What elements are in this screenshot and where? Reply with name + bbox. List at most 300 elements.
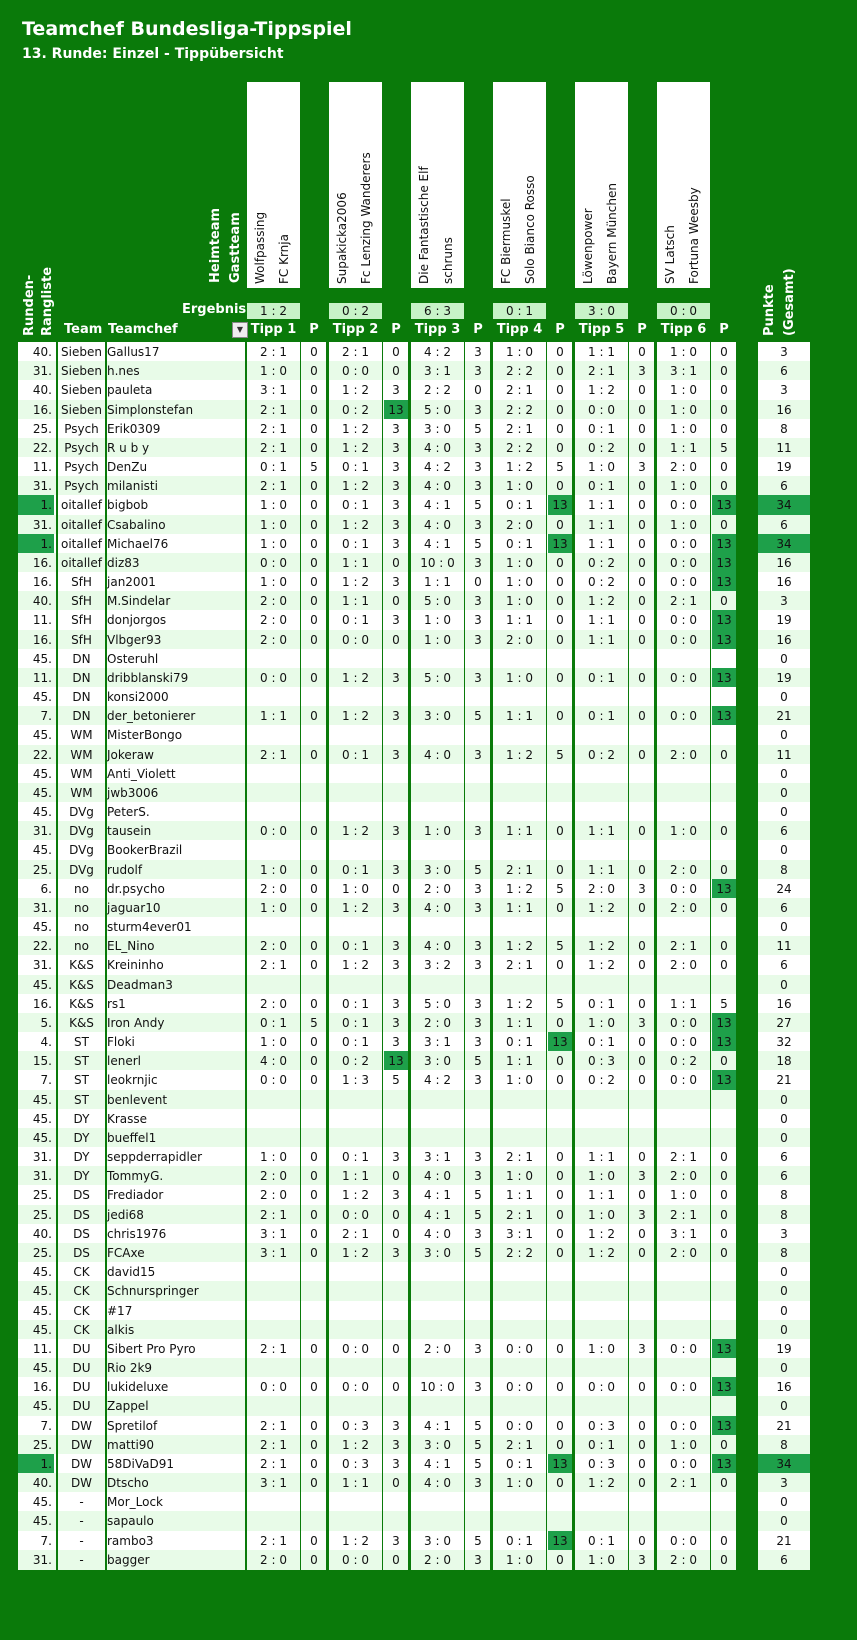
team-cell: DN: [72, 652, 91, 666]
p-cell: 3: [638, 1016, 646, 1030]
tipp-cell: 3 : 1: [424, 1150, 451, 1164]
table-row: [0, 1166, 857, 1186]
tipp-cell: [329, 802, 382, 822]
tipp-cell: 0 : 3: [342, 1419, 369, 1433]
tipp-cell: 0 : 2: [588, 441, 615, 455]
p-cell: 0: [556, 824, 564, 838]
tipp-cell: [247, 1396, 300, 1416]
tipp-cell: 0 : 0: [506, 1419, 533, 1433]
tipp-cell: 1 : 0: [670, 403, 697, 417]
p-cell: 13: [716, 498, 732, 512]
tipp-cell: 0 : 0: [342, 1208, 369, 1222]
tipp-cell: [329, 783, 382, 803]
team-cell: DS: [73, 1227, 90, 1241]
p-cell: 0: [638, 1419, 646, 1433]
tipp-cell: 2 : 0: [670, 1169, 697, 1183]
tipp-cell: 0 : 1: [506, 498, 533, 512]
rank-cell: 31.: [32, 901, 52, 915]
team-cell: Sieben: [61, 364, 102, 378]
p-cell: [466, 1109, 490, 1129]
team-cell: K&S: [69, 978, 94, 992]
p-cell: 0: [310, 997, 318, 1011]
tipp-cell: 1 : 0: [506, 671, 533, 685]
total-points-cell: 0: [780, 1284, 788, 1298]
team-cell: DS: [73, 1188, 90, 1202]
match-away-team: schruns: [441, 237, 455, 284]
p-cell: [548, 649, 572, 669]
total-points-cell: 11: [776, 939, 792, 953]
total-points-cell: 6: [780, 1150, 788, 1164]
rank-cell: 45.: [32, 1495, 52, 1509]
teamchef-cell: Iron Andy: [107, 1016, 165, 1030]
total-points-cell: 0: [780, 978, 788, 992]
p-cell: [548, 783, 572, 803]
tipp-cell: 2 : 0: [260, 1553, 287, 1567]
p-cell: 0: [310, 422, 318, 436]
p-cell: 0: [310, 671, 318, 685]
tipp-cell: 1 : 2: [506, 882, 533, 896]
p-cell: [384, 1320, 408, 1340]
p-cell: 13: [552, 1035, 568, 1049]
p-cell: [302, 725, 326, 745]
teamchef-cell: Sibert Pro Pyro: [107, 1342, 196, 1356]
tipp-cell: 1 : 1: [260, 709, 287, 723]
p-cell: 3: [474, 1553, 482, 1567]
p-cell: 3: [474, 613, 482, 627]
p-cell: [630, 1396, 654, 1416]
p-cell: [466, 1358, 490, 1378]
filter-dropdown-button[interactable]: ▼: [232, 322, 248, 338]
p-cell: [384, 840, 408, 860]
total-points-cell: 6: [780, 364, 788, 378]
tipp-cell: 1 : 2: [342, 575, 369, 589]
table-row: [0, 1090, 857, 1110]
teamchef-cell: konsi2000: [107, 690, 169, 704]
table-row: [0, 1013, 857, 1033]
p-cell: 13: [552, 1534, 568, 1548]
p-cell: 3: [392, 575, 400, 589]
tipp-cell: 1 : 2: [588, 594, 615, 608]
tipp-cell: 1 : 0: [506, 345, 533, 359]
team-cell: SfH: [71, 594, 92, 608]
tipp-cell: 3 : 2: [424, 958, 451, 972]
rank-cell: 31.: [32, 1169, 52, 1183]
p-cell: 0: [638, 709, 646, 723]
p-cell: 0: [638, 1457, 646, 1471]
p-cell: 0: [556, 1419, 564, 1433]
tipp-cell: 4 : 1: [424, 498, 451, 512]
tipp-cell: [329, 1128, 382, 1148]
tipp-cell: 0 : 0: [670, 709, 697, 723]
rank-cell: 40.: [32, 594, 52, 608]
total-points-cell: 11: [776, 748, 792, 762]
rank-cell: 7.: [40, 709, 52, 723]
teamchef-cell: 58DiVaD91: [107, 1457, 174, 1471]
p-cell: 0: [638, 633, 646, 647]
teamchef-cell: DenZu: [107, 460, 148, 474]
p-cell: 0: [638, 556, 646, 570]
total-points-cell: 3: [780, 594, 788, 608]
p-cell: 0: [638, 1150, 646, 1164]
teamchef-cell: Spretilof: [107, 1419, 158, 1433]
p-cell: 0: [556, 901, 564, 915]
p-cell: [630, 1511, 654, 1531]
p-cell: 0: [556, 1054, 564, 1068]
tipp-cell: 0 : 1: [342, 1150, 369, 1164]
rank-cell: 11.: [32, 460, 52, 474]
p-cell: 13: [716, 1380, 732, 1394]
tipp-cell: 1 : 2: [588, 958, 615, 972]
tipp-cell: [493, 1301, 546, 1321]
p-cell: [466, 764, 490, 784]
match-away-team: Fortuna Weesby: [687, 187, 701, 284]
p-cell: 0: [720, 901, 728, 915]
rank-cell: 45.: [32, 728, 52, 742]
total-points-cell: 6: [780, 518, 788, 532]
p-cell: 0: [720, 1227, 728, 1241]
tipp-cell: 1 : 2: [342, 383, 369, 397]
p-cell: 0: [720, 383, 728, 397]
tipp-cell: [329, 1511, 382, 1531]
p-cell: [712, 1301, 736, 1321]
p-cell: 0: [556, 479, 564, 493]
p-cell: 0: [310, 518, 318, 532]
rank-cell: 45.: [32, 786, 52, 800]
tipp-cell: [411, 1281, 464, 1301]
tipp-cell: 1 : 0: [506, 1073, 533, 1087]
tipp-cell: 1 : 0: [670, 345, 697, 359]
tipp-cell: [411, 1511, 464, 1531]
table-row: [0, 994, 857, 1014]
tipp-cell: 1 : 1: [342, 556, 369, 570]
p-cell: 3: [638, 1208, 646, 1222]
tipp-cell: [657, 1301, 710, 1321]
tipp-cell: 0 : 1: [342, 498, 369, 512]
p-cell: 0: [556, 422, 564, 436]
tipp-cell: 1 : 2: [588, 383, 615, 397]
total-points-cell: 0: [780, 767, 788, 781]
p-cell: 0: [720, 364, 728, 378]
p-cell: 0: [392, 1169, 400, 1183]
tipp-cell: [657, 1396, 710, 1416]
tipp-cell: 0 : 0: [506, 1380, 533, 1394]
match-away-team: Bayern München: [605, 183, 619, 284]
tipp-cell: 0 : 3: [588, 1457, 615, 1471]
p-cell: 3: [392, 997, 400, 1011]
table-row: [0, 515, 857, 535]
tipp-cell: 3 : 1: [260, 1246, 287, 1260]
p-cell: 0: [310, 1419, 318, 1433]
p-cell: 0: [638, 1073, 646, 1087]
total-points-cell: 0: [780, 1361, 788, 1375]
tipp-cell: 1 : 2: [342, 824, 369, 838]
p-cell: 0: [638, 1438, 646, 1452]
p-cell: [630, 725, 654, 745]
total-points-cell: 21: [776, 1073, 792, 1087]
tipp-cell: [411, 725, 464, 745]
p-cell: 0: [310, 1438, 318, 1452]
p-cell: 0: [310, 1188, 318, 1202]
p-cell: 0: [392, 1380, 400, 1394]
tipp-cell: [247, 649, 300, 669]
p-cell: 0: [556, 518, 564, 532]
p-cell: 3: [474, 1476, 482, 1490]
tipp-cell: [247, 1090, 300, 1110]
p-cell: 5: [474, 537, 482, 551]
tipp-cell: 0 : 1: [342, 460, 369, 474]
p-cell: [384, 917, 408, 937]
table-row: [0, 860, 857, 880]
rank-cell: 5.: [40, 1016, 52, 1030]
rank-cell: 25.: [32, 1246, 52, 1260]
tipp-cell: [247, 840, 300, 860]
p-cell: [548, 764, 572, 784]
tipp-cell: 2 : 1: [260, 479, 287, 493]
p-cell: 0: [310, 556, 318, 570]
tipp-cell: 1 : 0: [506, 1476, 533, 1490]
rank-cell: 45.: [32, 690, 52, 704]
p-cell: [466, 1511, 490, 1531]
tipp-cell: 2 : 0: [424, 882, 451, 896]
p-cell: [548, 1511, 572, 1531]
p-cell: [548, 1262, 572, 1282]
tipp-cell: [329, 725, 382, 745]
p-cell: 3: [474, 1169, 482, 1183]
total-points-cell: 6: [780, 1553, 788, 1567]
p-cell: [712, 1281, 736, 1301]
tipp-cell: 1 : 0: [260, 498, 287, 512]
tipp-cell: 0 : 0: [670, 1457, 697, 1471]
tipp-cell: 2 : 1: [260, 345, 287, 359]
tipp-cell: [329, 1320, 382, 1340]
p-cell: 0: [556, 958, 564, 972]
tipp-cell: [575, 1396, 628, 1416]
p-cell: 0: [720, 958, 728, 972]
tipp-cell: 2 : 2: [506, 364, 533, 378]
tipp-cell: 0 : 0: [670, 575, 697, 589]
tipp-cell: [411, 802, 464, 822]
tipp-cell: [575, 840, 628, 860]
teamchef-cell: Vlbger93: [107, 633, 162, 647]
p-cell: [466, 840, 490, 860]
p-cell: 13: [716, 671, 732, 685]
tipp-cell: [411, 975, 464, 995]
p-cell: 0: [556, 1380, 564, 1394]
teamchef-cell: matti90: [107, 1438, 155, 1452]
team-cell: DVg: [69, 843, 94, 857]
total-points-cell: 19: [776, 613, 792, 627]
tipp-cell: [329, 1109, 382, 1129]
team-cell: ST: [74, 1035, 89, 1049]
tipp-cell: [493, 1262, 546, 1282]
team-cell: oitallef: [60, 556, 102, 570]
teamchef-cell: david15: [107, 1265, 156, 1279]
p-cell: 3: [638, 882, 646, 896]
rank-cell: 45.: [32, 1131, 52, 1145]
p-cell: 3: [638, 1553, 646, 1567]
p-cell: 0: [310, 345, 318, 359]
teamchef-cell: Erik0309: [107, 422, 161, 436]
tipp-cell: 1 : 1: [506, 1016, 533, 1030]
tipp-cell: [493, 1396, 546, 1416]
table-row: [0, 1051, 857, 1071]
teamchef-cell: lenerl: [107, 1054, 141, 1068]
p-cell: [548, 1090, 572, 1110]
tipp-cell: 0 : 2: [670, 1054, 697, 1068]
p-cell: 5: [556, 939, 564, 953]
p-cell: 0: [310, 1476, 318, 1490]
table-row: [0, 917, 857, 937]
tipp-cell: 1 : 1: [670, 441, 697, 455]
tipp-cell: 3 : 1: [506, 1227, 533, 1241]
p-cell: 13: [716, 1016, 732, 1030]
p-cell: 0: [638, 1054, 646, 1068]
team-cell: no: [74, 882, 89, 896]
table-row: [0, 764, 857, 784]
teamchef-cell: sturm4ever01: [107, 920, 192, 934]
tipp-cell: 2 : 1: [342, 1227, 369, 1241]
tipp-cell: 0 : 0: [260, 1073, 287, 1087]
tipp-cell: [657, 725, 710, 745]
total-points-cell: 0: [780, 1304, 788, 1318]
p-cell: [302, 1262, 326, 1282]
p-cell: 3: [638, 364, 646, 378]
p-cell: 0: [638, 901, 646, 915]
p-cell: 13: [552, 537, 568, 551]
p-cell: 0: [392, 1227, 400, 1241]
rank-cell: 45.: [32, 767, 52, 781]
tipp-cell: [247, 1128, 300, 1148]
tipp-cell: [411, 1320, 464, 1340]
tipp-cell: 0 : 1: [342, 1035, 369, 1049]
p-cell: 0: [720, 1188, 728, 1202]
p-cell: 3: [392, 824, 400, 838]
teamchef-cell: Zappel: [107, 1399, 149, 1413]
tipp-column-header: Tipp 4: [496, 322, 543, 337]
tipp-cell: 5 : 0: [424, 997, 451, 1011]
tipp-cell: 0 : 0: [342, 1553, 369, 1567]
tipp-cell: 1 : 0: [670, 422, 697, 436]
p-cell: 0: [556, 1553, 564, 1567]
p-cell: [630, 1109, 654, 1129]
tipp-cell: 1 : 1: [588, 633, 615, 647]
tipp-cell: [411, 1109, 464, 1129]
tipp-cell: 5 : 0: [424, 671, 451, 685]
tipp-cell: 2 : 0: [260, 594, 287, 608]
p-cell: 13: [716, 556, 732, 570]
team-cell: DN: [72, 709, 91, 723]
match-away-team: FC Krnja: [277, 234, 291, 284]
tipp-cell: [657, 1511, 710, 1531]
total-points-cell: 21: [776, 1419, 792, 1433]
column-divider: [710, 342, 711, 1570]
p-cell: [548, 1396, 572, 1416]
tipp-cell: 1 : 2: [342, 958, 369, 972]
tipp-cell: [657, 1128, 710, 1148]
p-cell: 0: [556, 1438, 564, 1452]
tipp-cell: [411, 1090, 464, 1110]
p-cell: 3: [392, 518, 400, 532]
p-cell: [302, 764, 326, 784]
p-cell: [712, 1128, 736, 1148]
p-cell: 3: [392, 709, 400, 723]
p-cell: [466, 725, 490, 745]
tipp-cell: 0 : 0: [260, 671, 287, 685]
p-cell: 13: [716, 1419, 732, 1433]
p-cell: 0: [474, 383, 482, 397]
team-cell: oitallef: [60, 537, 102, 551]
p-cell: 3: [392, 1534, 400, 1548]
p-cell: 0: [392, 345, 400, 359]
tipp-cell: 4 : 0: [424, 1227, 451, 1241]
team-cell: DVg: [69, 824, 94, 838]
team-cell: CK: [73, 1304, 90, 1318]
tipp-cell: [247, 1358, 300, 1378]
team-cell: WM: [70, 748, 93, 762]
tipp-cell: 1 : 2: [342, 1438, 369, 1452]
tipp-cell: [411, 764, 464, 784]
p-cell: [548, 917, 572, 937]
gastteam-label: Gastteam: [228, 212, 243, 283]
tipp-cell: 0 : 1: [506, 537, 533, 551]
total-points-cell: 0: [780, 1112, 788, 1126]
tipp-cell: [575, 1320, 628, 1340]
p-cell: 0: [310, 479, 318, 493]
p-cell: [548, 1281, 572, 1301]
total-points-cell: 16: [776, 997, 792, 1011]
table-row: [0, 1032, 857, 1052]
p-cell: 0: [310, 1246, 318, 1260]
tipp-cell: 1 : 2: [588, 1476, 615, 1490]
tipp-cell: [575, 1492, 628, 1512]
tipp-cell: [657, 687, 710, 707]
p-cell: 0: [310, 1457, 318, 1471]
table-row: [0, 1550, 857, 1570]
tipp-cell: 2 : 1: [260, 1534, 287, 1548]
page-title: Teamchef Bundesliga-Tippspiel: [22, 18, 352, 40]
teamchef-cell: Frediador: [107, 1188, 164, 1202]
p-cell: [548, 1301, 572, 1321]
tipp-cell: 3 : 1: [424, 364, 451, 378]
tipp-cell: 2 : 1: [506, 1208, 533, 1222]
tipp-cell: 2 : 0: [260, 613, 287, 627]
tipp-cell: 3 : 0: [424, 1438, 451, 1452]
p-cell: 3: [474, 1016, 482, 1030]
tipp-cell: 1 : 1: [506, 1188, 533, 1202]
team-cell: ST: [74, 1093, 89, 1107]
tipp-cell: [329, 649, 382, 669]
tipp-cell: 1 : 1: [342, 594, 369, 608]
rank-cell: 45.: [32, 1093, 52, 1107]
tipp-cell: 2 : 1: [506, 958, 533, 972]
tipp-cell: [575, 1281, 628, 1301]
p-cell: 0: [556, 1169, 564, 1183]
team-cell: Psych: [64, 422, 99, 436]
tipp-cell: 0 : 0: [670, 537, 697, 551]
p-cell: [302, 1396, 326, 1416]
teamchef-cell: tausein: [107, 824, 152, 838]
p-cell: [630, 1281, 654, 1301]
tipp-cell: 3 : 1: [260, 1227, 287, 1241]
p-cell: 0: [310, 403, 318, 417]
tipp-cell: [493, 802, 546, 822]
p-cell: 0: [638, 575, 646, 589]
p-cell: 5: [720, 441, 728, 455]
p-cell: 3: [392, 498, 400, 512]
tipp-cell: [575, 1090, 628, 1110]
teamchef-cell: sapaulo: [107, 1514, 154, 1528]
p-cell: [712, 1262, 736, 1282]
